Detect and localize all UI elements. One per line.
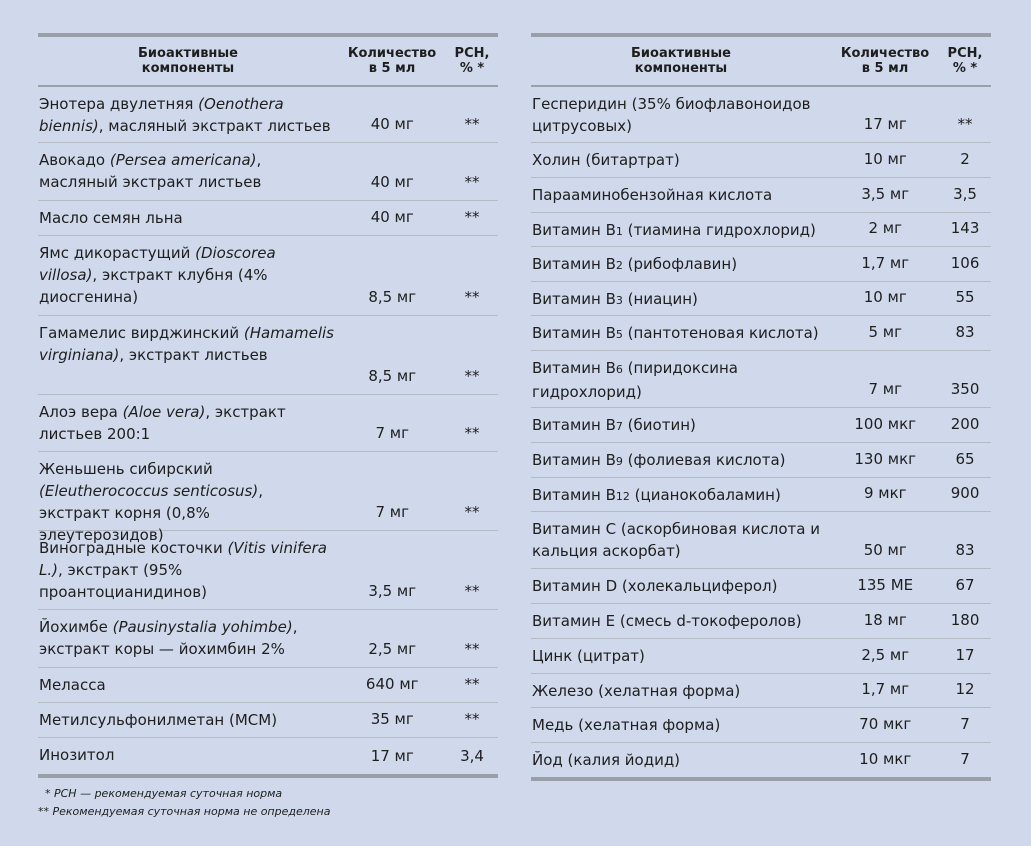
rsn-value: 350: [950, 380, 980, 398]
rsn-value: 65: [955, 450, 975, 468]
quantity-value: 1,7 мг: [861, 254, 910, 272]
table-left-body: [38, 87, 498, 774]
table-row: [531, 316, 991, 351]
rsn-value: 3,4: [460, 747, 484, 765]
footnote-2: ** Рекомендуемая суточная норма не определена: [38, 805, 331, 818]
quantity-value: 130 мкг: [854, 450, 917, 468]
component-name: Энотера двулетняя (Oenothera biennis), масляный экстракт листьев: [39, 95, 331, 135]
table-row: [38, 395, 498, 452]
component-name: Витамин С (аскорбиновая кислота и кальция аскорбат): [532, 520, 820, 560]
table-row: [531, 604, 991, 639]
rsn-value: **: [957, 115, 973, 133]
rsn-value: 55: [955, 288, 975, 306]
table-row: [531, 569, 991, 604]
footnote-1: * РСН — рекомендуемая суточная норма: [45, 787, 283, 800]
header-qty: [338, 46, 446, 76]
table-row: [38, 610, 498, 668]
quantity-value: 8,5 мг: [368, 367, 417, 385]
table-row: [38, 143, 498, 201]
table-row: [531, 674, 991, 708]
rsn-value: **: [464, 173, 480, 191]
table-row: [531, 247, 991, 282]
header-rsn-line1: РСН,: [947, 46, 983, 61]
table-row: [38, 236, 498, 316]
quantity-value: 2,5 мг: [861, 646, 910, 664]
quantity-value: 18 мг: [863, 611, 907, 629]
quantity-value: 640 мг: [365, 675, 419, 693]
quantity-value: 9 мкг: [863, 484, 907, 502]
rsn-value: 7: [960, 715, 970, 733]
rsn-value: 2: [960, 150, 970, 168]
rsn-value: **: [464, 675, 480, 693]
rsn-value: 83: [955, 323, 975, 341]
header-name: [531, 46, 831, 76]
rsn-value: 143: [950, 219, 980, 237]
table-row: [531, 282, 991, 316]
header-qty-line2: в 5 мл: [861, 61, 909, 76]
component-name: Метилсульфонилметан (МСМ): [39, 711, 278, 729]
component-name: Витамин D (холекальциферол): [532, 577, 778, 595]
component-name: Железо (хелатная форма): [532, 682, 741, 700]
quantity-value: 1,7 мг: [861, 680, 910, 698]
quantity-value: 100 мкг: [854, 415, 917, 433]
rsn-value: 900: [950, 484, 980, 502]
header-name-line2: компоненты: [634, 61, 728, 76]
rsn-value: **: [464, 208, 480, 226]
table-row: [38, 531, 498, 610]
table-row: [531, 408, 991, 443]
table-row: [531, 478, 991, 512]
table-row: [531, 213, 991, 247]
table-row: [531, 708, 991, 743]
component-name: Масло семян льна: [39, 209, 183, 227]
table-row: [531, 512, 991, 569]
rsn-value: **: [464, 710, 480, 728]
table-row: [38, 316, 498, 395]
quantity-value: 7 мг: [375, 503, 409, 521]
quantity-value: 3,5 мг: [368, 582, 417, 600]
quantity-value: 40 мг: [370, 115, 414, 133]
header-name-line2: компоненты: [141, 61, 235, 76]
rsn-value: 83: [955, 541, 975, 559]
component-name: Холин (битартрат): [532, 151, 680, 169]
component-name: Йод (калия йодид): [532, 751, 681, 769]
component-name: Йохимбе (Pausinystalia yohimbe), экстракт коры — йохимбин 2%: [39, 618, 298, 658]
header-qty-line1: Количество: [840, 46, 930, 61]
component-name: Витамин Е (смесь d-токоферолов): [532, 612, 802, 630]
rsn-value: 12: [955, 680, 975, 698]
header-rsn-line2: % *: [952, 61, 978, 76]
quantity-value: 40 мг: [370, 208, 414, 226]
component-name: Ямс дикорастущий (Dioscorea villosa), экстракт клубня (4% диосгенина): [39, 244, 276, 306]
rsn-value: **: [464, 288, 480, 306]
quantity-value: 3,5 мг: [861, 185, 910, 203]
header-rsn: [446, 46, 498, 76]
quantity-value: 5 мг: [868, 323, 902, 341]
quantity-value: 10 мкг: [859, 750, 912, 768]
table-row: [38, 201, 498, 236]
component-name: Гесперидин (35% биофлавоноидов цитрусовых): [532, 95, 811, 135]
component-name: Витамин B12 (цианокобаламин): [532, 486, 781, 504]
quantity-value: 7 мг: [868, 380, 902, 398]
rsn-value: 3,5: [953, 185, 977, 203]
table-left-header: [38, 37, 498, 87]
quantity-value: 135 МЕ: [857, 576, 914, 594]
quantity-value: 35 мг: [370, 710, 414, 728]
table-row: [531, 443, 991, 478]
table-row: [38, 703, 498, 738]
table-row: [38, 87, 498, 143]
table-row: [531, 639, 991, 674]
table-row: [531, 143, 991, 178]
component-name: Витамин B1 (тиамина гидрохлорид): [532, 221, 816, 239]
rsn-value: **: [464, 367, 480, 385]
component-name: Инозитол: [39, 746, 115, 764]
rsn-value: **: [464, 115, 480, 133]
component-name: Витамин B6 (пиридоксина гидрохлорид): [532, 359, 738, 401]
table-row: [531, 351, 991, 408]
rsn-value: **: [464, 640, 480, 658]
table-right: [531, 33, 991, 781]
component-name: Витамин B5 (пантотеновая кислота): [532, 324, 819, 342]
header-rsn-line2: % *: [459, 61, 485, 76]
rsn-value: 180: [950, 611, 980, 629]
quantity-value: 50 мг: [863, 541, 907, 559]
quantity-value: 10 мг: [863, 150, 907, 168]
component-name: Витамин B9 (фолиевая кислота): [532, 451, 786, 469]
table-left: [38, 33, 498, 778]
quantity-value: 70 мкг: [859, 715, 912, 733]
rsn-value: 67: [955, 576, 975, 594]
rsn-value: **: [464, 582, 480, 600]
component-name: Витамин B2 (рибофлавин): [532, 255, 738, 273]
table-row: [531, 87, 991, 143]
table-row: [531, 743, 991, 777]
component-name: Женьшень сибирский (Eleutherococcus senticosus), экстракт корня (0,8% элеутерозидов): [39, 460, 263, 544]
rsn-value: 7: [960, 750, 970, 768]
quantity-value: 17 мг: [863, 115, 907, 133]
component-name: Гамамелис вирджинский (Hamamelis virginiana), экстракт листьев: [39, 324, 334, 364]
header-rsn-line1: РСН,: [454, 46, 490, 61]
table-row: [531, 178, 991, 213]
rsn-value: 200: [950, 415, 980, 433]
header-name-line1: Биоактивные: [631, 46, 731, 61]
header-qty-line2: в 5 мл: [368, 61, 416, 76]
header-rsn: [939, 46, 991, 76]
component-name: Виноградные косточки (Vitis vinifera L.), экстракт (95% проантоцианидинов): [39, 539, 327, 601]
component-name: Авокадо (Persea americana), масляный экстракт листьев: [39, 151, 262, 191]
header-qty: [831, 46, 939, 76]
table-right-header: [531, 37, 991, 87]
component-name: Меласса: [39, 676, 106, 694]
rsn-value: 106: [950, 254, 980, 272]
header-qty-line1: Количество: [347, 46, 437, 61]
component-name: Медь (хелатная форма): [532, 716, 721, 734]
table-row: [38, 452, 498, 544]
quantity-value: 17 мг: [370, 747, 414, 765]
quantity-value: 7 мг: [375, 424, 409, 442]
rsn-value: 17: [955, 646, 975, 664]
quantity-value: 2,5 мг: [368, 640, 417, 658]
rsn-value: **: [464, 503, 480, 521]
rsn-value: **: [464, 424, 480, 442]
header-name: [38, 46, 338, 76]
quantity-value: 8,5 мг: [368, 288, 417, 306]
component-name: Витамин B3 (ниацин): [532, 290, 698, 308]
component-name: Парааминобензойная кислота: [532, 186, 773, 204]
header-name-line1: Биоактивные: [138, 46, 238, 61]
table-row: [38, 668, 498, 703]
component-name: Алоэ вера (Aloe vera), экстракт листьев 200:1: [39, 403, 286, 443]
component-name: Цинк (цитрат): [532, 647, 645, 665]
table-right-body: [531, 87, 991, 777]
quantity-value: 2 мг: [868, 219, 902, 237]
table-row: [38, 738, 498, 774]
quantity-value: 10 мг: [863, 288, 907, 306]
component-name: Витамин B7 (биотин): [532, 416, 696, 434]
quantity-value: 40 мг: [370, 173, 414, 191]
